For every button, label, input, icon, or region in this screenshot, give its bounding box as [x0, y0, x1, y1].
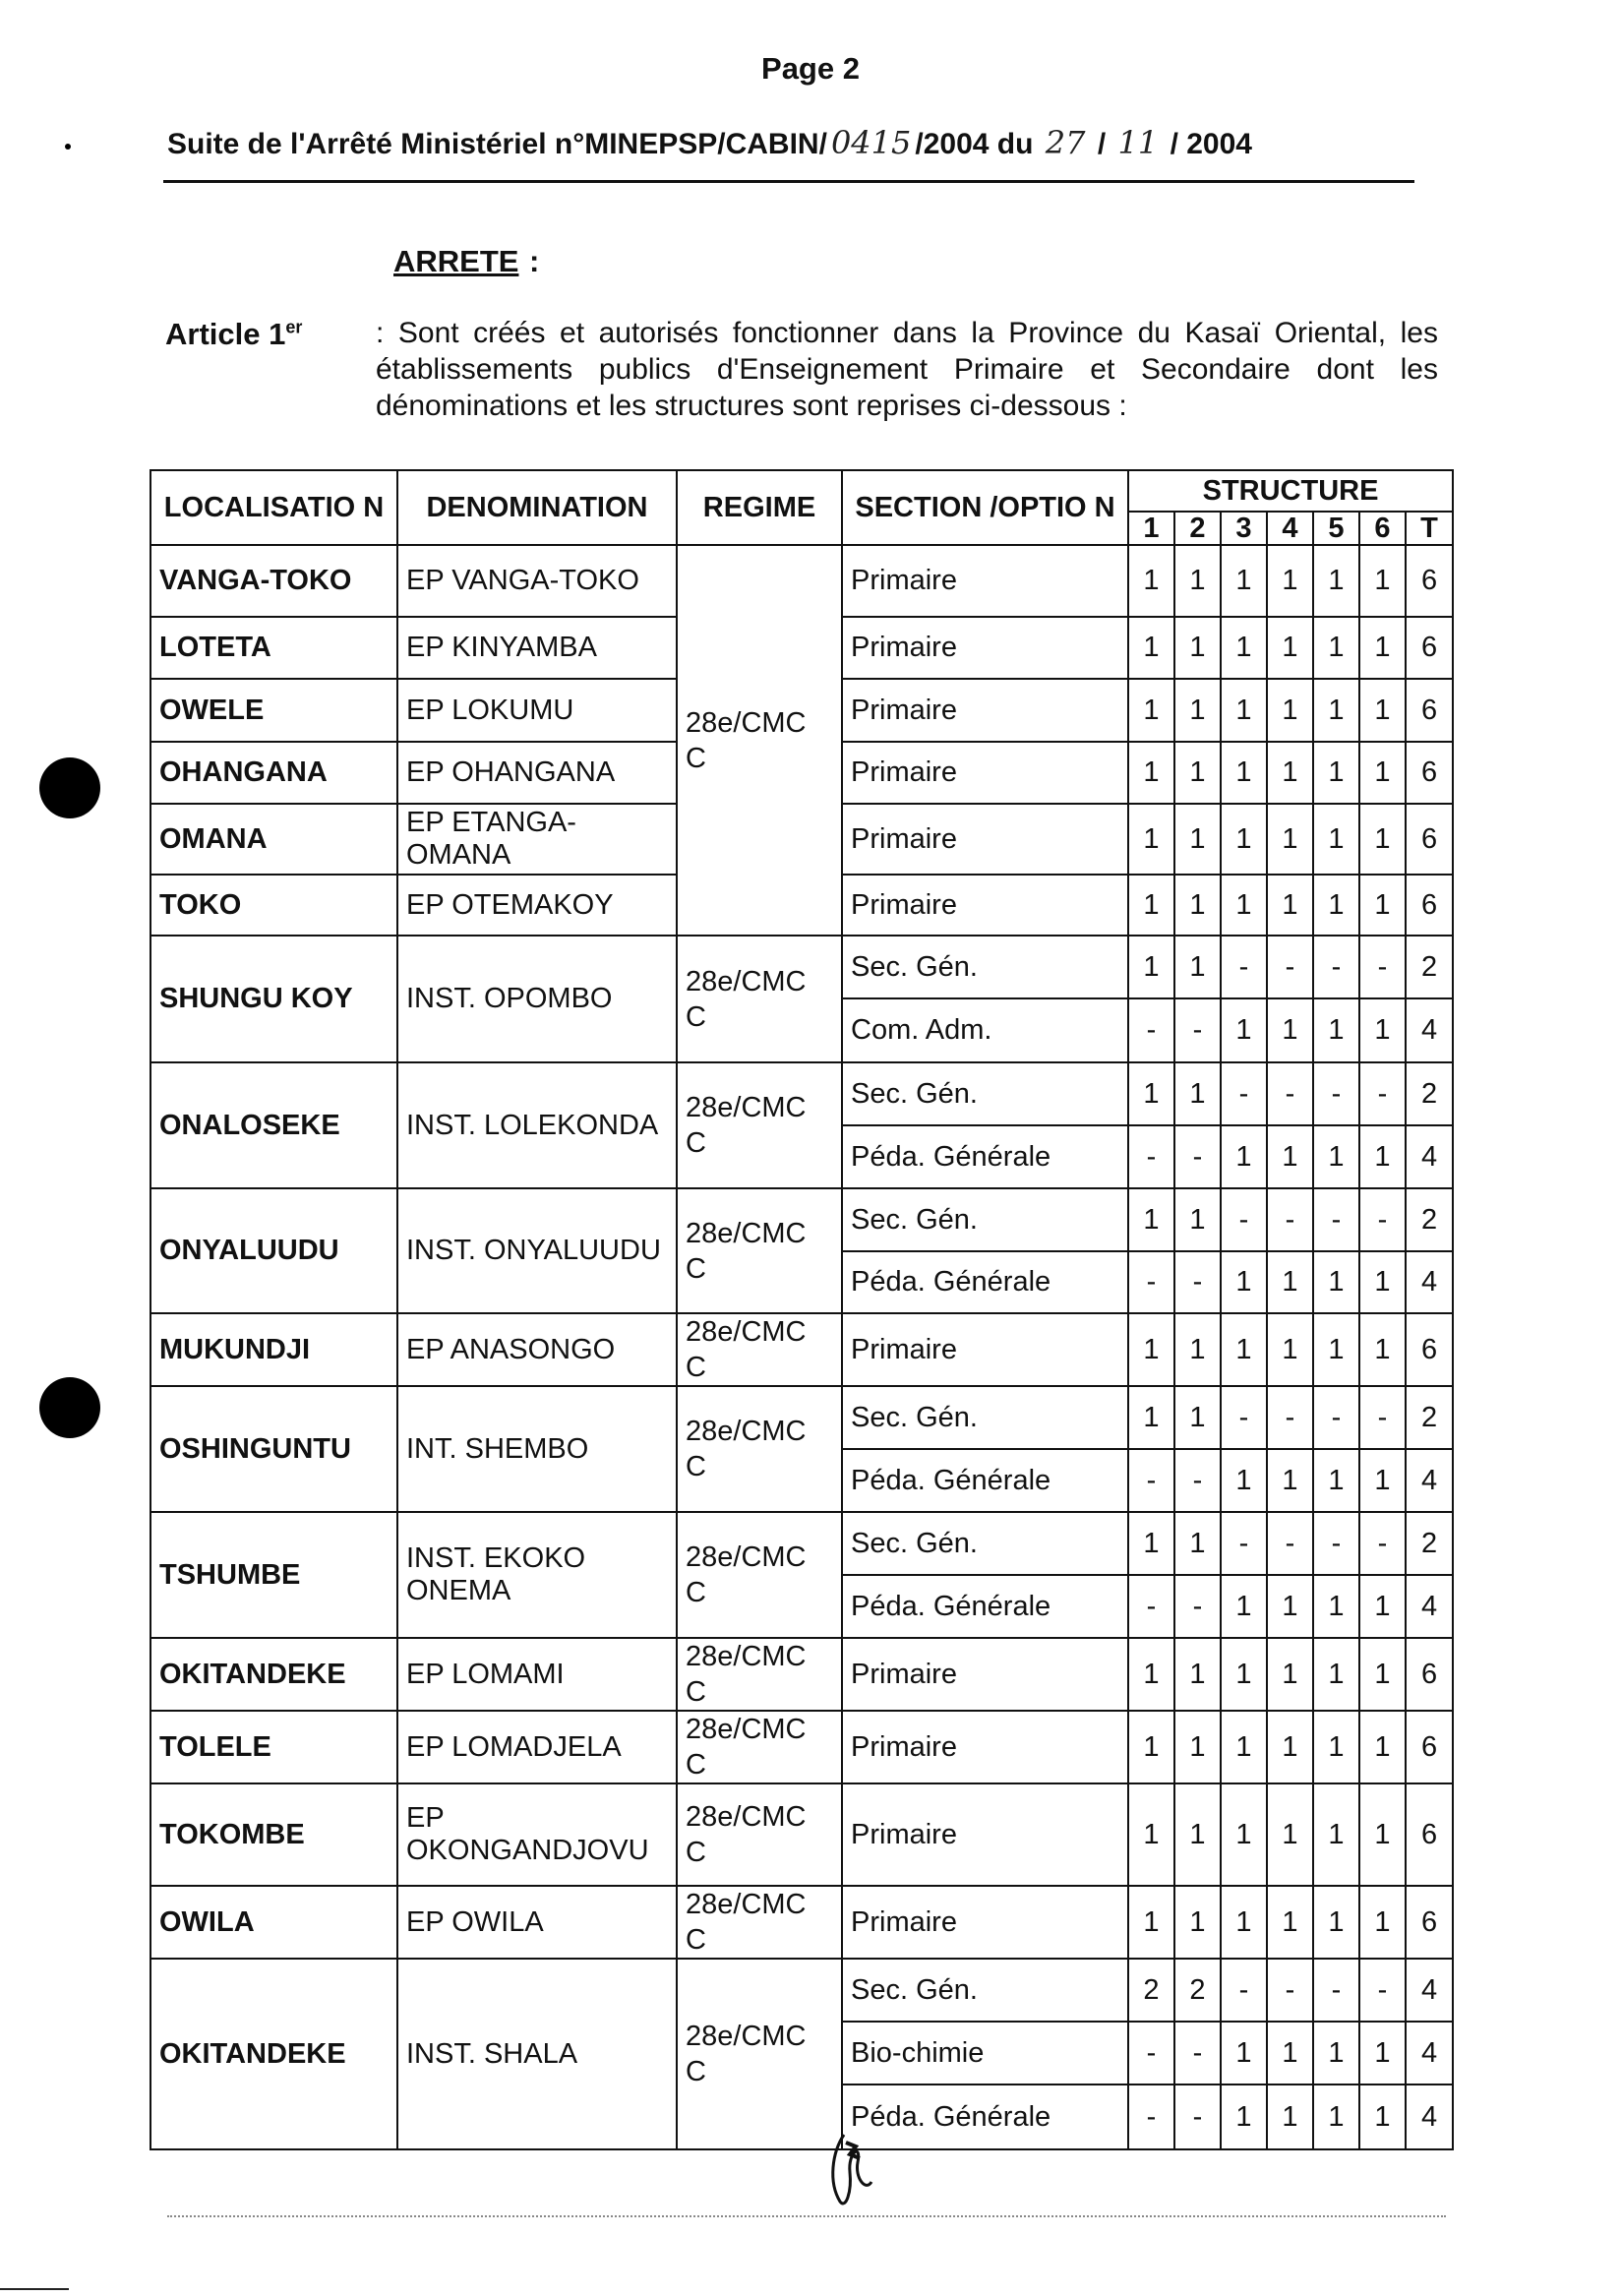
arrete-colon: : [529, 244, 540, 278]
denomination-cell: EP ANASONGO [397, 1313, 677, 1386]
structure-cell: 1 [1174, 617, 1221, 679]
structure-total-cell: 4 [1406, 998, 1453, 1062]
structure-cell: 1 [1313, 1449, 1359, 1512]
structure-cell: - [1128, 1575, 1174, 1638]
structure-cell: - [1267, 1386, 1313, 1449]
structure-cell: 1 [1267, 545, 1313, 617]
structure-cell: 1 [1221, 1449, 1267, 1512]
localisation-cell: OSHINGUNTU [150, 1386, 397, 1512]
structure-cell: 1 [1128, 1062, 1174, 1125]
structure-cell: 1 [1128, 804, 1174, 875]
structure-cell: 1 [1221, 1638, 1267, 1711]
structure-cell: - [1128, 2022, 1174, 2085]
date-separator: / [1089, 128, 1114, 160]
section-cell: Sec. Gén. [842, 1188, 1128, 1251]
structure-cell: 1 [1313, 875, 1359, 936]
localisation-cell: ONYALUUDU [150, 1188, 397, 1313]
structure-cell: 1 [1128, 1386, 1174, 1449]
structure-cell: 1 [1221, 545, 1267, 617]
structure-cell: - [1128, 1251, 1174, 1313]
regime-cell: 28e/CMC C [677, 1062, 842, 1188]
decree-prefix: Suite de l'Arrêté Ministériel n°MINEPSP/CABIN/ [167, 128, 827, 160]
structure-cell: 1 [1313, 617, 1359, 679]
structure-cell: 1 [1174, 804, 1221, 875]
section-cell: Péda. Générale [842, 2085, 1128, 2149]
structure-cell: 1 [1128, 1188, 1174, 1251]
structure-cell: 1 [1128, 1711, 1174, 1783]
section-cell: Sec. Gén. [842, 1959, 1128, 2022]
denomination-cell: EP KINYAMBA [397, 617, 677, 679]
structure-cell: 2 [1128, 1959, 1174, 2022]
structure-cell: 1 [1359, 2022, 1406, 2085]
structure-cell: - [1174, 1125, 1221, 1188]
structure-cell: 1 [1128, 936, 1174, 998]
structure-cell: 1 [1267, 2022, 1313, 2085]
structure-cell: - [1359, 1188, 1406, 1251]
section-cell: Bio-chimie [842, 2022, 1128, 2085]
structure-cell: 1 [1359, 1638, 1406, 1711]
structure-cell: - [1221, 1386, 1267, 1449]
localisation-cell: ONALOSEKE [150, 1062, 397, 1188]
structure-cell: 1 [1313, 998, 1359, 1062]
structure-cell: 1 [1267, 998, 1313, 1062]
structure-cell: 1 [1267, 804, 1313, 875]
structure-total-cell: 6 [1406, 679, 1453, 742]
localisation-cell: TSHUMBE [150, 1512, 397, 1638]
header-rule [163, 180, 1414, 183]
structure-total-cell: 6 [1406, 617, 1453, 679]
structure-cell: 1 [1128, 742, 1174, 804]
page-number: Page 2 [761, 51, 860, 86]
structure-total-cell: 4 [1406, 1575, 1453, 1638]
structure-cell: 1 [1221, 1125, 1267, 1188]
structure-cell: - [1267, 1188, 1313, 1251]
localisation-cell: OKITANDEKE [150, 1959, 397, 2149]
structure-cell: 1 [1267, 1638, 1313, 1711]
structure-total-cell: 4 [1406, 1449, 1453, 1512]
structure-cell: - [1174, 2085, 1221, 2149]
signature-scribble-mark [822, 2133, 881, 2211]
col-structure-3: 3 [1221, 512, 1267, 545]
structure-cell: - [1128, 998, 1174, 1062]
structure-cell: 1 [1128, 545, 1174, 617]
structure-cell: - [1267, 1512, 1313, 1575]
section-cell: Primaire [842, 1783, 1128, 1886]
section-cell: Primaire [842, 1638, 1128, 1711]
structure-cell: 1 [1174, 1512, 1221, 1575]
table-row [150, 1783, 1453, 1886]
denomination-cell: INST. SHALA [397, 1959, 677, 2149]
structure-cell: 1 [1221, 1251, 1267, 1313]
structure-cell: 1 [1267, 1313, 1313, 1386]
structure-cell: 1 [1267, 1711, 1313, 1783]
page-edge-mark [0, 2288, 69, 2290]
col-structure-4: 4 [1267, 512, 1313, 545]
structure-cell: 1 [1221, 617, 1267, 679]
section-cell: Primaire [842, 742, 1128, 804]
structure-cell: 1 [1359, 1125, 1406, 1188]
regime-cell: 28e/CMC C [677, 545, 842, 936]
structure-cell: - [1313, 1062, 1359, 1125]
structure-cell: 1 [1221, 2085, 1267, 2149]
structure-cell: 1 [1313, 804, 1359, 875]
section-cell: Sec. Gén. [842, 1512, 1128, 1575]
structure-total-cell: 4 [1406, 2022, 1453, 2085]
structure-total-cell: 6 [1406, 804, 1453, 875]
structure-total-cell: 2 [1406, 1188, 1453, 1251]
structure-cell: - [1267, 1062, 1313, 1125]
localisation-cell: OHANGANA [150, 742, 397, 804]
denomination-cell: INST. LOLEKONDA [397, 1062, 677, 1188]
table-row [150, 1188, 1453, 1251]
structure-cell: 1 [1128, 617, 1174, 679]
structure-cell: - [1313, 1188, 1359, 1251]
structure-cell: 1 [1313, 1125, 1359, 1188]
section-cell: Primaire [842, 545, 1128, 617]
localisation-cell: OMANA [150, 804, 397, 875]
denomination-cell: INST. EKOKO ONEMA [397, 1512, 677, 1638]
structure-cell: 1 [1359, 1783, 1406, 1886]
localisation-cell: LOTETA [150, 617, 397, 679]
article-text: : Sont créés et autorisés fonctionner dans la Province du Kasaï Oriental, les établissements publics d'Enseignement Primaire et Secondaire dont les dénominations et les structures sont reprises ci-dessous : [376, 317, 1438, 422]
localisation-cell: SHUNGU KOY [150, 936, 397, 1062]
structure-cell: - [1359, 1512, 1406, 1575]
structure-total-cell: 4 [1406, 1251, 1453, 1313]
structure-cell: 1 [1174, 545, 1221, 617]
section-cell: Péda. Générale [842, 1575, 1128, 1638]
handwritten-decree-number: 0415 [830, 124, 912, 161]
structure-total-cell: 2 [1406, 1512, 1453, 1575]
structure-cell: 1 [1359, 1449, 1406, 1512]
regime-cell: 28e/CMC C [677, 1886, 842, 1959]
regime-cell: 28e/CMC C [677, 1386, 842, 1512]
structure-cell: 1 [1313, 1886, 1359, 1959]
decree-reference [167, 124, 1252, 161]
structure-cell: 1 [1359, 875, 1406, 936]
punch-hole-mark [39, 757, 100, 818]
structure-cell: - [1359, 1959, 1406, 2022]
denomination-cell: EP LOMADJELA [397, 1711, 677, 1783]
structure-cell: 1 [1267, 1783, 1313, 1886]
structure-cell: - [1359, 1062, 1406, 1125]
structure-cell: 1 [1221, 1575, 1267, 1638]
denomination-cell: EP LOMAMI [397, 1638, 677, 1711]
structure-total-cell: 6 [1406, 1313, 1453, 1386]
structure-cell: 1 [1313, 1575, 1359, 1638]
section-cell: Primaire [842, 1711, 1128, 1783]
table-row [150, 1638, 1453, 1711]
table-row [150, 1062, 1453, 1125]
regime-cell: 28e/CMC C [677, 936, 842, 1062]
arrete-heading: ARRETE [393, 244, 519, 278]
col-structure-total: T [1406, 512, 1453, 545]
structure-total-cell: 6 [1406, 545, 1453, 617]
localisation-cell: VANGA-TOKO [150, 545, 397, 617]
structure-cell: 1 [1221, 1783, 1267, 1886]
structure-total-cell: 6 [1406, 1711, 1453, 1783]
structure-cell: 1 [1359, 1575, 1406, 1638]
structure-cell: 1 [1267, 742, 1313, 804]
regime-cell: 28e/CMC C [677, 1313, 842, 1386]
structure-total-cell: 6 [1406, 742, 1453, 804]
structure-cell: - [1267, 1959, 1313, 2022]
structure-cell: - [1359, 1386, 1406, 1449]
structure-total-cell: 6 [1406, 875, 1453, 936]
structure-cell: - [1128, 1125, 1174, 1188]
structure-cell: 1 [1221, 804, 1267, 875]
section-cell: Sec. Gén. [842, 936, 1128, 998]
structure-cell: 1 [1359, 679, 1406, 742]
table-row [150, 1386, 1453, 1449]
localisation-cell: TOLELE [150, 1711, 397, 1783]
table-row [150, 1959, 1453, 2022]
structure-cell: 1 [1267, 1886, 1313, 1959]
structure-cell: 1 [1128, 1886, 1174, 1959]
structure-total-cell: 4 [1406, 2085, 1453, 2149]
regime-cell: 28e/CMC C [677, 1512, 842, 1638]
section-cell: Péda. Générale [842, 1125, 1128, 1188]
localisation-cell: MUKUNDJI [150, 1313, 397, 1386]
section-cell: Primaire [842, 1886, 1128, 1959]
section-cell: Péda. Générale [842, 1449, 1128, 1512]
structure-cell: 1 [1128, 875, 1174, 936]
localisation-cell: OWILA [150, 1886, 397, 1959]
denomination-cell: EP LOKUMU [397, 679, 677, 742]
section-cell: Primaire [842, 617, 1128, 679]
structure-cell: 1 [1128, 1313, 1174, 1386]
structure-cell: - [1128, 2085, 1174, 2149]
section-cell: Com. Adm. [842, 998, 1128, 1062]
structure-cell: 1 [1128, 1638, 1174, 1711]
punch-hole-mark [39, 1377, 100, 1438]
structure-cell: 1 [1313, 545, 1359, 617]
col-denomination: DENOMINATION [397, 470, 677, 545]
structure-cell: - [1267, 936, 1313, 998]
section-cell: Sec. Gén. [842, 1386, 1128, 1449]
structure-cell: 1 [1221, 875, 1267, 936]
table-row [150, 936, 1453, 998]
structure-cell: - [1174, 998, 1221, 1062]
structure-cell: 1 [1313, 742, 1359, 804]
structure-cell: 1 [1359, 998, 1406, 1062]
structure-cell: - [1221, 1959, 1267, 2022]
structure-cell: 1 [1221, 1711, 1267, 1783]
structure-cell: 1 [1174, 936, 1221, 998]
section-cell: Sec. Gén. [842, 1062, 1128, 1125]
denomination-cell: EP OKONGANDJOVU [397, 1783, 677, 1886]
structure-cell: 1 [1267, 1449, 1313, 1512]
structure-cell: 1 [1174, 1711, 1221, 1783]
col-structure-2: 2 [1174, 512, 1221, 545]
localisation-cell: OKITANDEKE [150, 1638, 397, 1711]
structure-cell: 1 [1313, 1638, 1359, 1711]
structure-cell: - [1221, 936, 1267, 998]
table-row [150, 545, 1453, 617]
structure-cell: - [1221, 1062, 1267, 1125]
col-structure: STRUCTURE [1128, 470, 1453, 512]
denomination-cell: EP VANGA-TOKO [397, 545, 677, 617]
col-structure-1: 1 [1128, 512, 1174, 545]
localisation-cell: TOKO [150, 875, 397, 936]
structure-cell: - [1174, 2022, 1221, 2085]
localisation-cell: OWELE [150, 679, 397, 742]
structure-cell: 1 [1221, 1313, 1267, 1386]
structure-cell: 1 [1128, 1783, 1174, 1886]
col-localisation: LOCALISATIO N [150, 470, 397, 545]
col-structure-5: 5 [1313, 512, 1359, 545]
denomination-cell: EP ETANGA-OMANA [397, 804, 677, 875]
structure-cell: - [1359, 936, 1406, 998]
article-label-text: Article 1 [165, 317, 286, 351]
structure-cell: 1 [1221, 742, 1267, 804]
structure-cell: - [1313, 1386, 1359, 1449]
structure-cell: 1 [1174, 1062, 1221, 1125]
structure-cell: 1 [1267, 2085, 1313, 2149]
table-row [150, 1512, 1453, 1575]
structure-cell: 1 [1128, 1512, 1174, 1575]
col-structure-6: 6 [1359, 512, 1406, 545]
structure-cell: 1 [1359, 1711, 1406, 1783]
section-cell: Primaire [842, 1313, 1128, 1386]
structure-cell: 1 [1174, 679, 1221, 742]
section-cell: Primaire [842, 679, 1128, 742]
article-label [165, 317, 302, 352]
section-cell: Primaire [842, 875, 1128, 936]
structure-cell: - [1128, 1449, 1174, 1512]
structure-cell: 1 [1313, 1783, 1359, 1886]
structure-cell: 1 [1313, 1251, 1359, 1313]
structure-total-cell: 2 [1406, 936, 1453, 998]
structure-total-cell: 6 [1406, 1886, 1453, 1959]
handwritten-month: 11 [1117, 124, 1159, 161]
decree-year: / 2004 [1162, 128, 1252, 160]
structure-cell: 1 [1221, 998, 1267, 1062]
structure-cell: - [1313, 1959, 1359, 2022]
structure-cell: 1 [1174, 742, 1221, 804]
regime-cell: 28e/CMC C [677, 1711, 842, 1783]
footer-dotted-line [167, 2215, 1446, 2217]
structure-cell: 1 [1174, 1188, 1221, 1251]
structure-cell: - [1174, 1575, 1221, 1638]
structure-cell: 1 [1174, 1313, 1221, 1386]
structure-total-cell: 2 [1406, 1062, 1453, 1125]
structure-cell: 1 [1174, 1886, 1221, 1959]
structure-cell: 1 [1359, 545, 1406, 617]
localisation-cell: TOKOMBE [150, 1783, 397, 1886]
col-section: SECTION /OPTIO N [842, 470, 1128, 545]
regime-cell: 28e/CMC C [677, 1638, 842, 1711]
regime-cell: 28e/CMC C [677, 1188, 842, 1313]
structure-cell: 1 [1359, 617, 1406, 679]
structure-cell: 2 [1174, 1959, 1221, 2022]
structure-cell: 1 [1313, 2085, 1359, 2149]
structure-total-cell: 6 [1406, 1638, 1453, 1711]
section-cell: Péda. Générale [842, 1251, 1128, 1313]
section-cell: Primaire [842, 804, 1128, 875]
structure-cell: 1 [1174, 1638, 1221, 1711]
regime-cell: 28e/CMC C [677, 1783, 842, 1886]
structure-cell: 1 [1267, 1251, 1313, 1313]
structure-cell: 1 [1128, 679, 1174, 742]
denomination-cell: EP OTEMAKOY [397, 875, 677, 936]
structure-total-cell: 6 [1406, 1783, 1453, 1886]
denomination-cell: INST. OPOMBO [397, 936, 677, 1062]
structure-cell: 1 [1313, 2022, 1359, 2085]
structure-cell: 1 [1359, 1313, 1406, 1386]
structure-cell: 1 [1313, 679, 1359, 742]
structure-cell: 1 [1359, 804, 1406, 875]
decree-mid: /2004 du [915, 128, 1042, 160]
structure-cell: 1 [1174, 1783, 1221, 1886]
regime-cell: 28e/CMC C [677, 1959, 842, 2149]
structure-cell: 1 [1267, 1575, 1313, 1638]
denomination-cell: INST. ONYALUUDU [397, 1188, 677, 1313]
structure-cell: - [1174, 1251, 1221, 1313]
schools-table [150, 469, 1454, 2150]
structure-cell: 1 [1267, 679, 1313, 742]
handwritten-day: 27 [1045, 124, 1086, 161]
structure-cell: 1 [1267, 1125, 1313, 1188]
structure-total-cell: 2 [1406, 1386, 1453, 1449]
structure-cell: - [1221, 1512, 1267, 1575]
table-row [150, 1711, 1453, 1783]
structure-cell: 1 [1221, 1886, 1267, 1959]
structure-cell: - [1221, 1188, 1267, 1251]
denomination-cell: EP OWILA [397, 1886, 677, 1959]
speck-mark [65, 144, 71, 150]
structure-cell: 1 [1359, 1251, 1406, 1313]
article-label-sup: er [285, 317, 303, 337]
structure-cell: 1 [1313, 1313, 1359, 1386]
structure-cell: 1 [1267, 617, 1313, 679]
structure-cell: 1 [1221, 2022, 1267, 2085]
structure-cell: 1 [1267, 875, 1313, 936]
table-row [150, 1313, 1453, 1386]
col-regime: REGIME [677, 470, 842, 545]
structure-total-cell: 4 [1406, 1125, 1453, 1188]
table-row [150, 1886, 1453, 1959]
structure-cell: - [1313, 1512, 1359, 1575]
structure-cell: 1 [1174, 1386, 1221, 1449]
structure-total-cell: 4 [1406, 1959, 1453, 2022]
structure-cell: 1 [1221, 679, 1267, 742]
denomination-cell: INT. SHEMBO [397, 1386, 677, 1512]
structure-cell: 1 [1174, 875, 1221, 936]
structure-cell: 1 [1359, 2085, 1406, 2149]
header-row [150, 470, 1453, 512]
structure-cell: - [1313, 936, 1359, 998]
structure-cell: 1 [1359, 1886, 1406, 1959]
structure-cell: 1 [1359, 742, 1406, 804]
structure-cell: - [1174, 1449, 1221, 1512]
structure-cell: 1 [1313, 1711, 1359, 1783]
denomination-cell: EP OHANGANA [397, 742, 677, 804]
